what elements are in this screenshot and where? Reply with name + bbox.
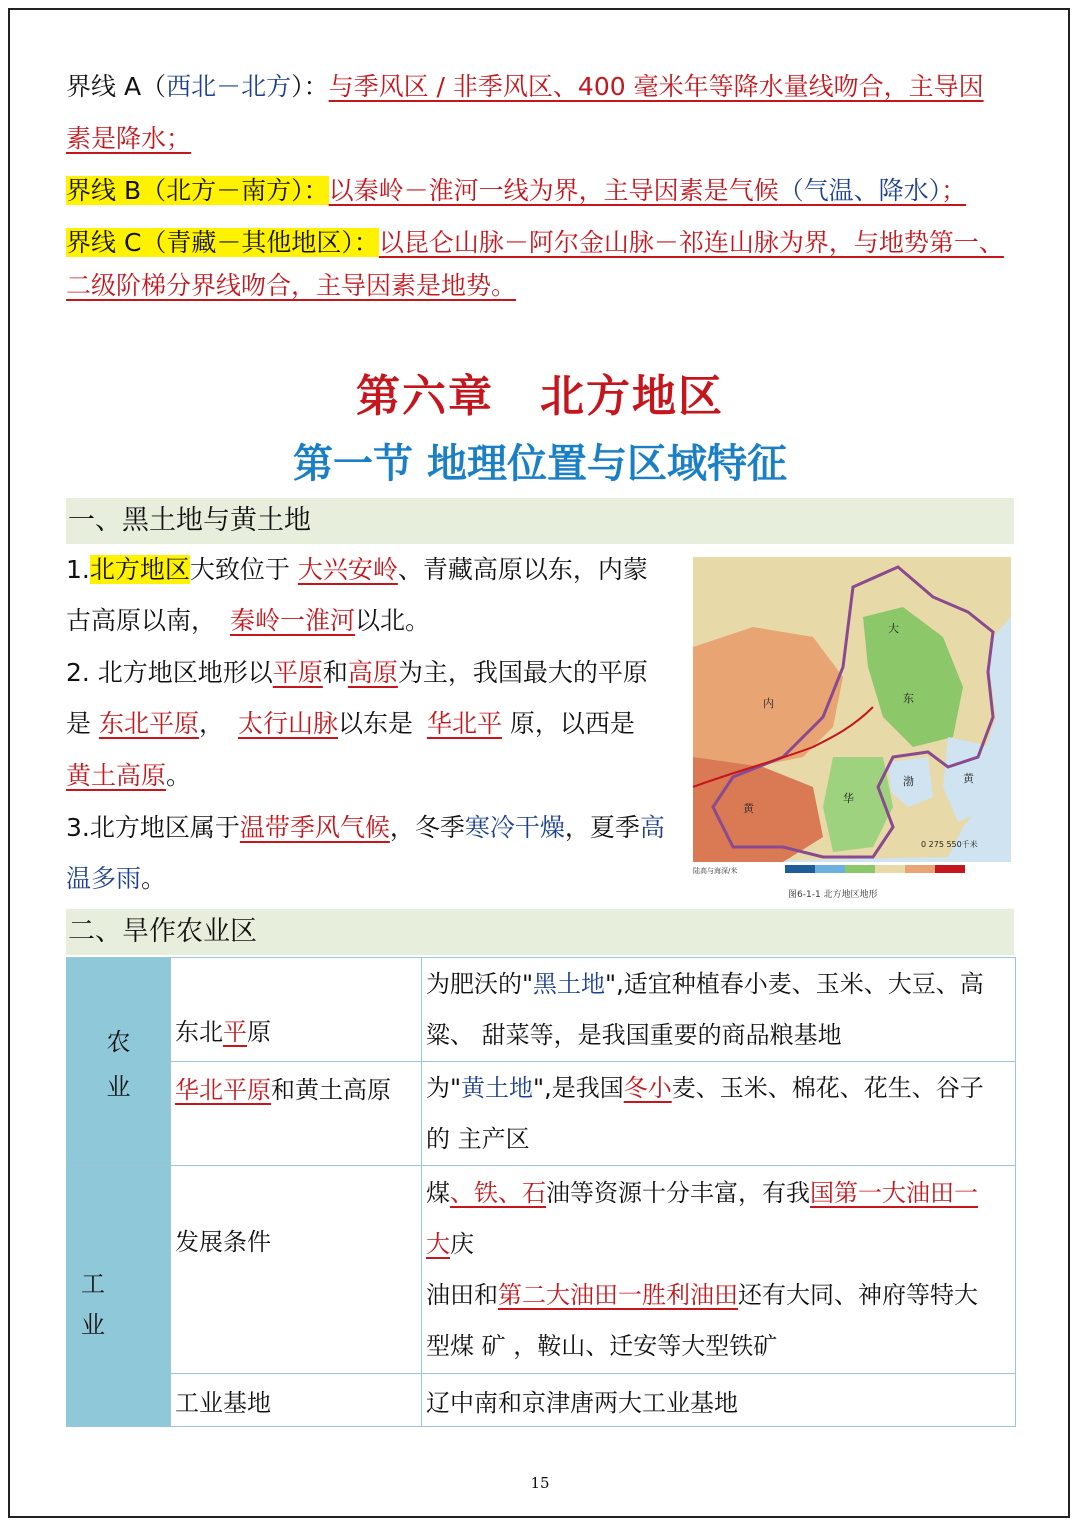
r2-sub-b: 和黄土高原 — [271, 1076, 391, 1104]
r1-desc-line2: 粱、 甜菜等，是我国重要的商品粮基地 — [426, 1020, 842, 1049]
p2-text-j: 以东是 — [338, 709, 421, 738]
p2-line1 — [66, 656, 648, 690]
boundary-b-end: ； — [941, 176, 967, 205]
row-huabei-desc — [422, 1062, 1016, 1166]
r3-desc-qing: 庆 — [450, 1229, 474, 1258]
category-agri-char2: 业 — [106, 1072, 131, 1101]
category-ind-char2: 业 — [81, 1311, 105, 1339]
r3-desc-a: 煤 — [426, 1178, 450, 1207]
map-label-huangtu: 黄 — [743, 802, 754, 815]
map-label-huanghai: 黄 — [963, 772, 974, 785]
agri-industry-table — [66, 957, 1016, 1427]
r3-keyword-first-oilfield: 国第一大油田一 — [810, 1178, 978, 1207]
row-northeast-plain-label — [171, 958, 422, 1062]
p1-line1 — [66, 553, 648, 587]
p1-keyword-daxinganling: 大兴安岭 — [297, 555, 398, 584]
p3-text-e: ，夏季 — [564, 813, 640, 842]
p1-number: 1. — [66, 555, 90, 584]
p2-keyword-plateau: 高原 — [347, 658, 398, 687]
p3-keyword-summer-b: 温多雨 — [66, 864, 142, 893]
map-label-daxinganling: 大 — [888, 622, 899, 635]
table-row — [67, 1166, 1016, 1374]
p2-text-h: ， — [198, 709, 224, 738]
r1-keyword-black-soil: 黑土地 — [533, 969, 606, 998]
table-row — [67, 1374, 1016, 1427]
boundary-a-text: 与季风区 / 非季风区、400 毫米年等降水量线吻合，主导因 — [328, 72, 984, 101]
map-label-dongbei: 东 — [903, 692, 914, 705]
p2-text-l: 原，以西是 — [501, 709, 635, 738]
r1-sub-a: 东北 — [175, 1018, 223, 1046]
row-base-desc: 辽中南和京津唐两大工业基地 — [422, 1374, 1016, 1427]
table-row — [67, 1062, 1016, 1166]
r1-desc-c: ",适宜种植春小麦、玉米、大豆、高 — [605, 969, 984, 998]
p1-highlight: 北方地区 — [89, 555, 190, 584]
p2-keyword-plain: 平原 — [272, 658, 323, 687]
category-agriculture — [67, 958, 171, 1166]
p1-text-a: 大致位于 — [189, 555, 298, 584]
chapter-title: 第六章 北方地区 — [356, 371, 724, 422]
r3-keyword-daqing: 大 — [426, 1229, 450, 1258]
r1-desc-a: 为肥沃的" — [426, 969, 534, 998]
section-title: 第一节 地理位置与区域特征 — [293, 440, 787, 487]
map-legend-swatch — [875, 865, 905, 873]
p3-keyword-climate: 温带季风气候 — [239, 813, 390, 842]
p2-keyword-dongbei: 东北平原 — [98, 709, 199, 738]
boundary-b-text: 以秦岭－淮河一线为界，主导因素是气候 — [328, 176, 779, 205]
p2-text-a: 2. 北方地区地形以 — [66, 658, 273, 687]
r2-keyword-winter-wheat: 冬小 — [623, 1073, 672, 1102]
p3-text-a: 3.北方地区属于 — [66, 813, 240, 842]
boundary-a-label: 界线 A（ — [66, 72, 167, 101]
boundary-b-paren: （气温、降水） — [778, 176, 942, 205]
table-row — [67, 958, 1016, 1062]
p2-text-e: 为主，我国最大的平原 — [397, 658, 648, 687]
boundary-c-line — [66, 226, 1004, 260]
p1-keyword-qinling: 秦岭一淮河 — [230, 606, 356, 635]
r2-desc-c: ",是我国 — [533, 1073, 624, 1102]
row-conditions-label: 发展条件 — [171, 1166, 422, 1374]
row-northeast-plain-desc — [422, 958, 1016, 1062]
category-ind-char1: 工 — [81, 1270, 105, 1298]
boundary-a-line — [66, 70, 984, 104]
p2-text-c: 和 — [322, 658, 348, 687]
p2-text-n: 。 — [166, 761, 192, 790]
r3-keyword-second-oilfield: 第二大油田一胜利油田 — [498, 1280, 738, 1309]
p3-line2 — [66, 862, 166, 896]
map-caption: 图6-1-1 北方地区地形 — [788, 890, 878, 900]
r2-desc-e: 麦、玉米、棉花、花生、谷子 — [671, 1073, 984, 1102]
boundary-b-line — [66, 174, 966, 208]
map-legend-swatch — [815, 865, 845, 873]
boundary-a-region: 西北－北方 — [166, 72, 292, 101]
map-scale-label: 0 275 550千米 — [921, 840, 978, 849]
p2-line2 — [66, 707, 635, 741]
p1-line2 — [66, 604, 430, 638]
r1-sub-c: 原 — [247, 1018, 271, 1046]
row-huabei-label — [171, 1062, 422, 1166]
map-label-neimeng: 内 — [763, 697, 774, 710]
p3-line1 — [66, 811, 665, 845]
p2-keyword-huabei: 华北平 — [426, 709, 502, 738]
r2-desc-a: 为" — [426, 1073, 462, 1102]
r3-desc-d3a: 油田和 — [426, 1280, 498, 1309]
boundary-c-text: 以昆仑山脉－阿尔金山脉－祁连山脉为界，与地势第一、 — [378, 228, 1004, 257]
boundary-a-text-cont: 素是降水； — [66, 124, 192, 153]
map-legend-swatch — [845, 865, 875, 873]
map-label-huabei: 华 — [843, 792, 854, 805]
boundary-a-close: ）： — [291, 72, 329, 101]
p3-text-h: 。 — [141, 864, 167, 893]
r2-keyword-yellow-soil: 黄土地 — [461, 1073, 534, 1102]
p2-keyword-loess: 黄土高原 — [66, 761, 167, 790]
p1-text-f: 以北。 — [355, 606, 431, 635]
p2-keyword-taihang: 太行山脉 — [237, 709, 338, 738]
boundary-c-label: 界线 C（青藏－其他地区）： — [66, 228, 379, 257]
category-industry — [67, 1166, 171, 1427]
r2-sub-a: 华北平原 — [175, 1076, 271, 1104]
r3-desc-c: 油等资源十分丰富，有我 — [546, 1178, 810, 1207]
r1-sub-b: 平 — [223, 1018, 247, 1046]
map-legend-label: 陆高与海深/米 — [693, 867, 738, 875]
r2-desc-line2: 的 主产区 — [426, 1124, 530, 1153]
row-base-label: 工业基地 — [171, 1374, 422, 1427]
p3-text-c: ，冬季 — [389, 813, 465, 842]
map-legend-swatch — [785, 865, 815, 873]
p3-keyword-winter: 寒冷干燥 — [464, 813, 565, 842]
north-region-terrain-map — [693, 557, 1011, 903]
p2-line3 — [66, 759, 191, 793]
part1-heading: 一、黑土地与黄土地 — [66, 498, 1014, 544]
part2-heading: 二、旱作农业区 — [66, 909, 1014, 955]
r3-desc-line4: 型煤 矿 ，鞍山、迁安等大型铁矿 — [426, 1331, 778, 1360]
p2-text-f: 是 — [66, 709, 99, 738]
category-agri-char1: 农 — [106, 1027, 131, 1056]
boundary-b-label: 界线 B（北方－南方）： — [66, 176, 329, 205]
boundary-c-text-cont: 二级阶梯分界线吻合，主导因素是地势。 — [66, 271, 517, 300]
r3-keyword-iron: 、铁、石 — [450, 1178, 546, 1207]
p1-text-d: 古高原以南， — [66, 606, 217, 635]
p3-keyword-summer-a: 高 — [639, 813, 665, 842]
map-legend-swatch — [905, 865, 935, 873]
map-legend-swatch — [935, 865, 965, 873]
map-label-bohai: 渤 — [903, 775, 914, 788]
r3-desc-d3c: 还有大同、神府等特大 — [738, 1280, 978, 1309]
p1-text-c: 、青藏高原以东，内蒙 — [397, 555, 648, 584]
page-number: 15 — [530, 1474, 550, 1492]
row-conditions-desc — [422, 1166, 1016, 1374]
